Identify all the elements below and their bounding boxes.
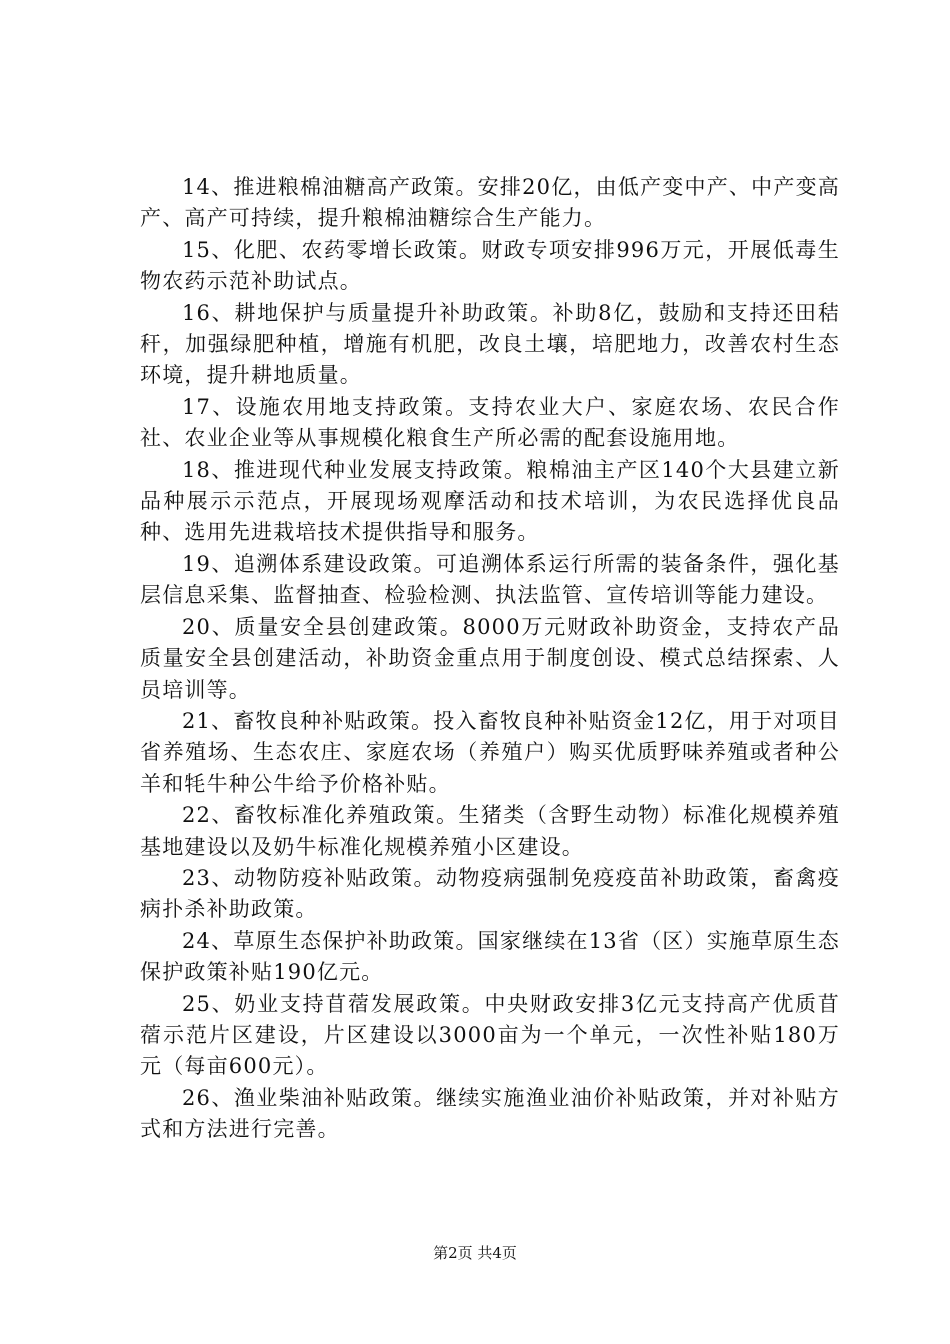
paragraph-26: 26、渔业柴油补贴政策。继续实施渔业油价补贴政策，并对补贴方式和方法进行完善。 — [140, 1085, 840, 1142]
paragraph-17: 17、设施农用地支持政策。支持农业大户、家庭农场、农民合作社、农业企业等从事规模化粮食生产所必需的配套设施用地。 — [140, 394, 840, 451]
paragraph-20: 20、质量安全县创建政策。8000万元财政补助资金，支持农产品质量安全县创建活动，补助资金重点用于制度创设、模式总结探索、人员培训等。 — [140, 614, 840, 702]
page-footer: 第2页 共4页 — [433, 1244, 517, 1262]
paragraph-19: 19、追溯体系建设政策。可追溯体系运行所需的装备条件，强化基层信息采集、监督抽查、检验检测、执法监管、宣传培训等能力建设。 — [140, 551, 840, 608]
paragraph-14: 14、推进粮棉油糖高产政策。安排20亿，由低产变中产、中产变高产、高产可持续，提升粮棉油糖综合生产能力。 — [140, 175, 840, 231]
paragraph-21: 21、畜牧良种补贴政策。投入畜牧良种补贴资金12亿，用于对项目省养殖场、生态农庄、家庭农场（养殖户）购买优质野味养殖或者种公羊和牦牛种公牛给予价格补贴。 — [140, 708, 840, 796]
paragraph-22: 22、畜牧标准化养殖政策。生猪类（含野生动物）标准化规模养殖基地建设以及奶牛标准化规模养殖小区建设。 — [140, 803, 840, 859]
paragraph-18: 18、推进现代种业发展支持政策。粮棉油主产区140个大县建立新品种展示示范点，开展现场观摩活动和技术培训，为农民选择优良品种、选用先进栽培技术提供指导和服务。 — [140, 457, 840, 545]
paragraph-15: 15、化肥、农药零增长政策。财政专项安排996万元，开展低毒生物农药示范补助试点。 — [140, 237, 840, 294]
paragraph-24: 24、草原生态保护补助政策。国家继续在13省（区）实施草原生态保护政策补贴190亿元。 — [140, 928, 840, 985]
paragraph-23: 23、动物防疫补贴政策。动物疫病强制免疫疫苗补助政策，畜禽疫病扑杀补助政策。 — [140, 865, 840, 922]
document-body — [140, 172, 840, 1146]
paragraph-25: 25、奶业支持苜蓿发展政策。中央财政安排3亿元支持高产优质苜蓿示范片区建设，片区建设以3000亩为一个单元，一次性补贴180万元（每亩600元）。 — [140, 991, 840, 1079]
paragraph-16: 16、耕地保护与质量提升补助政策。补助8亿，鼓励和支持还田秸秆，加强绿肥种植，增施有机肥，改良土壤，培肥地力，改善农村生态环境，提升耕地质量。 — [140, 300, 840, 388]
